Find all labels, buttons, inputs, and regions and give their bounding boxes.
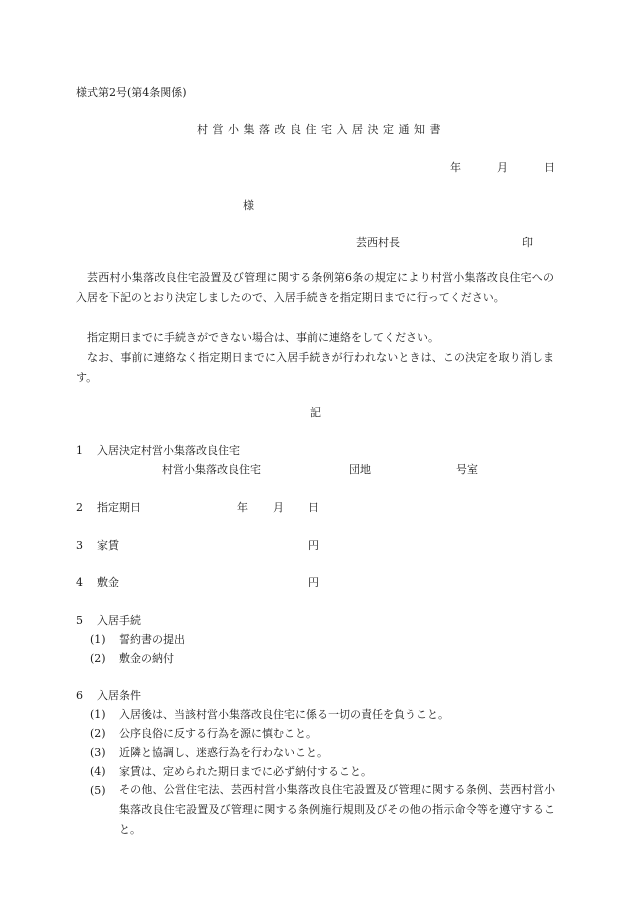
item-4-unit: 円: [308, 576, 319, 589]
item-1-number: 1: [76, 444, 83, 457]
recipient-suffix: 様: [243, 199, 254, 212]
item-5-sub-1-text: 誓約書の提出: [119, 633, 185, 646]
item-6-sub-3-number: (3): [90, 746, 106, 759]
item-3-unit: 円: [308, 539, 319, 552]
item-6-sub-1-number: (1): [90, 708, 106, 721]
item-5-sub-2-number: (2): [90, 652, 106, 665]
item-1-label: 入居決定村営小集落改良住宅: [97, 444, 240, 457]
document-title: 村営小集落改良住宅入居決定通知書: [197, 123, 445, 136]
item-5-label: 入居手続: [97, 614, 141, 627]
ki-marker: 記: [310, 406, 321, 419]
seal-mark: 印: [522, 236, 533, 249]
date-year: 年: [450, 161, 461, 174]
issuer: 芸西村長: [356, 236, 400, 249]
item-6-sub-5-number: (5): [90, 784, 106, 797]
item-3-label: 家賃: [97, 539, 119, 552]
form-number: 様式第2号(第4条関係): [76, 86, 187, 99]
body-paragraph-1: 芸西村小集落改良住宅設置及び管理に関する条例第6条の規定により村営小集落改良住宅への入居を下記のとおり決定しましたので、入居手続きを指定期日までに行ってください。: [76, 271, 554, 304]
item-6-sub-3-text: 近隣と協調し、迷惑行為を行わないこと。: [119, 746, 328, 759]
item-2-month: 月: [273, 501, 284, 514]
item-2-day: 日: [308, 501, 319, 514]
item-2-number: 2: [76, 501, 83, 514]
item-5-sub-2-text: 敷金の納付: [119, 652, 174, 665]
item-5-number: 5: [76, 614, 83, 627]
item-4-number: 4: [76, 576, 83, 589]
item-1-room: 号室: [456, 463, 478, 476]
item-2-year: 年: [237, 501, 248, 514]
body-paragraph-2: 指定期日までに手続きができない場合は、事前に連絡をしてください。: [87, 331, 439, 344]
item-6-sub-2-text: 公序良俗に反する行為を源に慎むこと。: [119, 727, 317, 740]
item-3-number: 3: [76, 539, 83, 552]
item-6-sub-5-text-body: その他、公営住宅法、芸西村営小集落改良住宅設置及び管理に関する条例、芸西村営小集落改良住宅設置及び管理に関する条例施行規則及びその他の指示命令等を遵守すること。: [119, 783, 555, 836]
item-2-label: 指定期日: [97, 501, 141, 514]
item-6-sub-5-text: [119, 780, 555, 840]
item-5-sub-1-number: (1): [90, 633, 106, 646]
item-6-sub-4-number: (4): [90, 765, 106, 778]
item-4-label: 敷金: [97, 576, 119, 589]
date-month: 月: [497, 161, 508, 174]
item-1-danchi: 団地: [349, 463, 371, 476]
date-day: 日: [544, 161, 555, 174]
item-6-sub-2-number: (2): [90, 727, 106, 740]
item-6-sub-1-text: 入居後は、当該村営小集落改良住宅に係る一切の責任を負うこと。: [119, 708, 449, 721]
item-1-housing: 村営小集落改良住宅: [162, 463, 261, 476]
item-6-label: 入居条件: [97, 689, 141, 702]
item-6-number: 6: [76, 689, 83, 702]
item-6-sub-4-text: 家賃は、定められた期日までに必ず納付すること。: [119, 765, 372, 778]
body-paragraph-3: なお、事前に連絡なく指定期日までに入居手続きが行われないときは、この決定を取り消します。: [76, 351, 554, 384]
